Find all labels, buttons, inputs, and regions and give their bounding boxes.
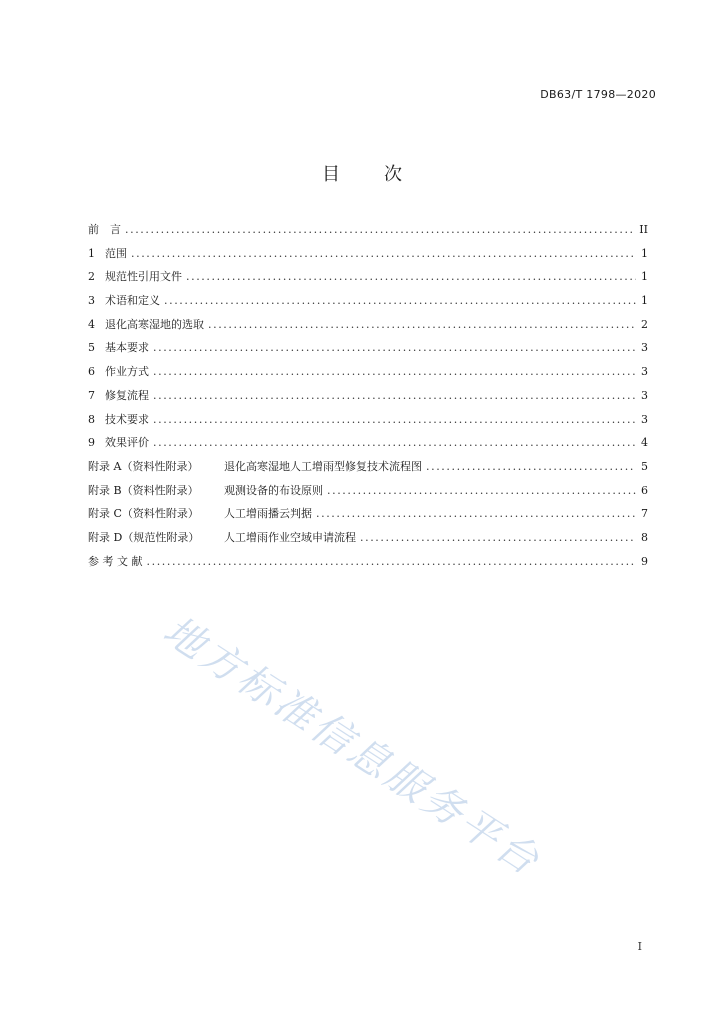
toc-entry-number: 3 <box>88 294 95 308</box>
toc-entry-8[interactable] <box>88 408 648 432</box>
toc-title-char-2: 次 <box>384 164 402 185</box>
toc-leader-dots <box>316 502 636 526</box>
toc-entry-number: 8 <box>88 412 95 426</box>
toc-appendix-label: 附录 C（资料性附录） <box>88 507 199 521</box>
toc-entry-text: 范围 <box>105 246 127 260</box>
toc-page-number: 8 <box>641 530 648 544</box>
toc-entry-references[interactable] <box>88 550 648 574</box>
toc-leader-dots <box>426 455 636 479</box>
toc-leader-dots <box>125 218 635 242</box>
toc-page-number: 1 <box>641 246 648 260</box>
toc-appendix-label: 附录 A（资料性附录） <box>88 459 199 473</box>
toc-entry-text: 退化高寒湿地的选取 <box>105 317 204 331</box>
toc-page-number: 9 <box>641 554 648 568</box>
toc-page-number: 3 <box>641 341 648 355</box>
toc-leader-dots <box>327 479 636 503</box>
toc-entry-text: 参 考 文 献 <box>88 554 143 568</box>
watermark-text: 地方标准信息服务平台 <box>155 607 550 886</box>
toc-page-number: II <box>639 223 648 236</box>
toc-title <box>0 160 724 186</box>
toc-leader-dots <box>360 526 636 550</box>
toc-page-number: 3 <box>641 365 648 379</box>
toc-leader-dots <box>153 336 636 360</box>
table-of-contents <box>88 218 648 573</box>
toc-leader-dots <box>147 550 637 574</box>
toc-entry-foreword[interactable] <box>88 218 648 242</box>
toc-page-number: 2 <box>641 317 648 331</box>
toc-page-number: 3 <box>641 388 648 402</box>
standard-code: DB63/T 1798—2020 <box>540 88 656 101</box>
toc-entry-text: 基本要求 <box>105 341 149 355</box>
toc-entry-4[interactable] <box>88 313 648 337</box>
toc-entry-appendix-a[interactable] <box>88 455 648 479</box>
toc-entry-appendix-d[interactable] <box>88 526 648 550</box>
toc-page-number: 1 <box>641 294 648 308</box>
toc-entry-6[interactable] <box>88 360 648 384</box>
toc-entry-number: 5 <box>88 341 95 355</box>
toc-leader-dots <box>164 289 636 313</box>
toc-entry-number: 7 <box>88 388 95 402</box>
toc-entry-text: 效果评价 <box>105 436 149 450</box>
toc-leader-dots <box>153 408 636 432</box>
toc-leader-dots <box>131 242 636 266</box>
toc-entry-1[interactable] <box>88 242 648 266</box>
toc-entry-number: 6 <box>88 365 95 379</box>
toc-leader-dots <box>153 384 636 408</box>
toc-entry-number: 4 <box>88 317 95 331</box>
toc-entry-5[interactable] <box>88 336 648 360</box>
toc-page-number: 1 <box>641 270 648 284</box>
toc-entry-text: 退化高寒湿地人工增雨型修复技术流程图 <box>224 459 422 473</box>
toc-entry-text: 前 言 <box>88 223 121 236</box>
toc-entry-number: 1 <box>88 246 95 260</box>
toc-leader-dots <box>186 265 636 289</box>
toc-entry-text: 术语和定义 <box>105 294 160 308</box>
toc-page-number: 5 <box>641 459 648 473</box>
toc-page-number: 3 <box>641 412 648 426</box>
toc-entry-text: 规范性引用文件 <box>105 270 182 284</box>
toc-page-number: 4 <box>641 436 648 450</box>
toc-page-number: 7 <box>641 507 648 521</box>
toc-entry-text: 人工增雨作业空域申请流程 <box>224 530 356 544</box>
toc-entry-text: 作业方式 <box>105 365 149 379</box>
toc-entry-number: 2 <box>88 270 95 284</box>
toc-leader-dots <box>208 313 636 337</box>
toc-leader-dots <box>153 431 636 455</box>
toc-entry-appendix-b[interactable] <box>88 479 648 503</box>
toc-entry-9[interactable] <box>88 431 648 455</box>
toc-entry-number: 9 <box>88 436 95 450</box>
toc-appendix-label: 附录 D（规范性附录） <box>88 530 200 544</box>
toc-entry-3[interactable] <box>88 289 648 313</box>
toc-entry-text: 技术要求 <box>105 412 149 426</box>
toc-leader-dots <box>153 360 636 384</box>
toc-entry-text: 人工增雨播云判据 <box>224 507 312 521</box>
page-number: I <box>637 940 642 953</box>
toc-title-char-1: 目 <box>322 164 340 185</box>
toc-entry-appendix-c[interactable] <box>88 502 648 526</box>
toc-page-number: 6 <box>641 483 648 497</box>
toc-entry-text: 修复流程 <box>105 388 149 402</box>
toc-entry-text: 观测设备的布设原则 <box>224 483 323 497</box>
toc-entry-2[interactable] <box>88 265 648 289</box>
toc-appendix-label: 附录 B（资料性附录） <box>88 483 199 497</box>
toc-entry-7[interactable] <box>88 384 648 408</box>
